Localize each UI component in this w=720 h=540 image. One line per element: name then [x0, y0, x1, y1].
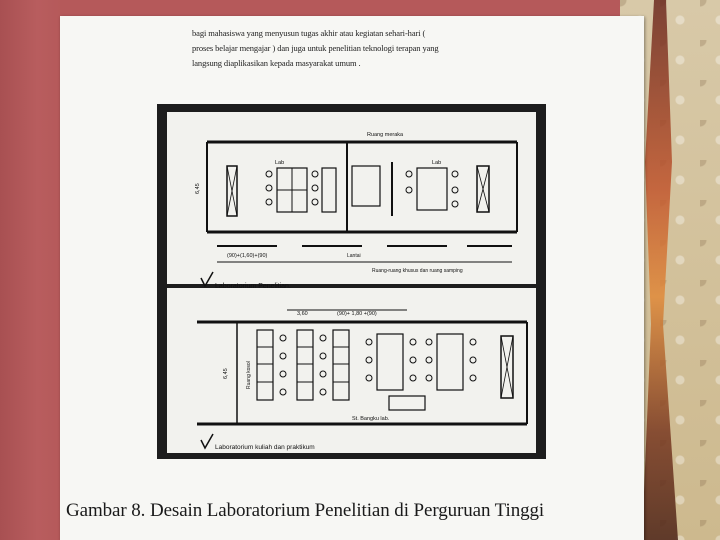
intro-line: bagi mahasiswa yang menyusun tugas akhir atau kegiatan sehari-hari ( [192, 28, 426, 38]
dimension-side-bottom: 6,45 [223, 368, 229, 379]
corridor-label: Ruang meraka [367, 132, 404, 138]
corridor-bottom-label: Lantai [347, 253, 361, 259]
dimension-bottom-top: (90)+(1,60)+(90) [227, 253, 268, 259]
floor-plans-drawing [157, 104, 546, 459]
dimension-side-top: 6,45 [195, 183, 201, 194]
dimension-top-right-bottom: (90)+ 1,80 +(90) [337, 311, 377, 317]
plan-bottom-title: Laboratorium kuliah dan praktikum [215, 444, 315, 451]
floor-plans-figure [157, 104, 546, 459]
intro-line: langsung diaplikasikan kepada masyarakat umum . [192, 58, 361, 68]
figure-caption: Gambar 8. Desain Laboratorium Penelitian di Perguruan Tinggi [66, 500, 545, 521]
plan-top-note: Ruang-ruang khusus dan ruang samping [372, 268, 463, 274]
lab-label-left: Lab [275, 160, 285, 166]
dimension-top-bottom: 3,60 [297, 311, 308, 317]
bench-label: St. Bangku lab. [352, 416, 390, 422]
room-label: Ruang kosol [246, 361, 252, 389]
lab-label-right: Lab [432, 160, 442, 166]
slide-left-panel [0, 0, 62, 540]
scanned-document-page [60, 16, 644, 540]
plan-top-title: Laboratorium Penelitian. [215, 283, 291, 290]
intro-paragraph [192, 26, 532, 71]
intro-line: proses belajar mengajar ) dan juga untuk penelitian teknologi terapan yang [192, 43, 439, 53]
